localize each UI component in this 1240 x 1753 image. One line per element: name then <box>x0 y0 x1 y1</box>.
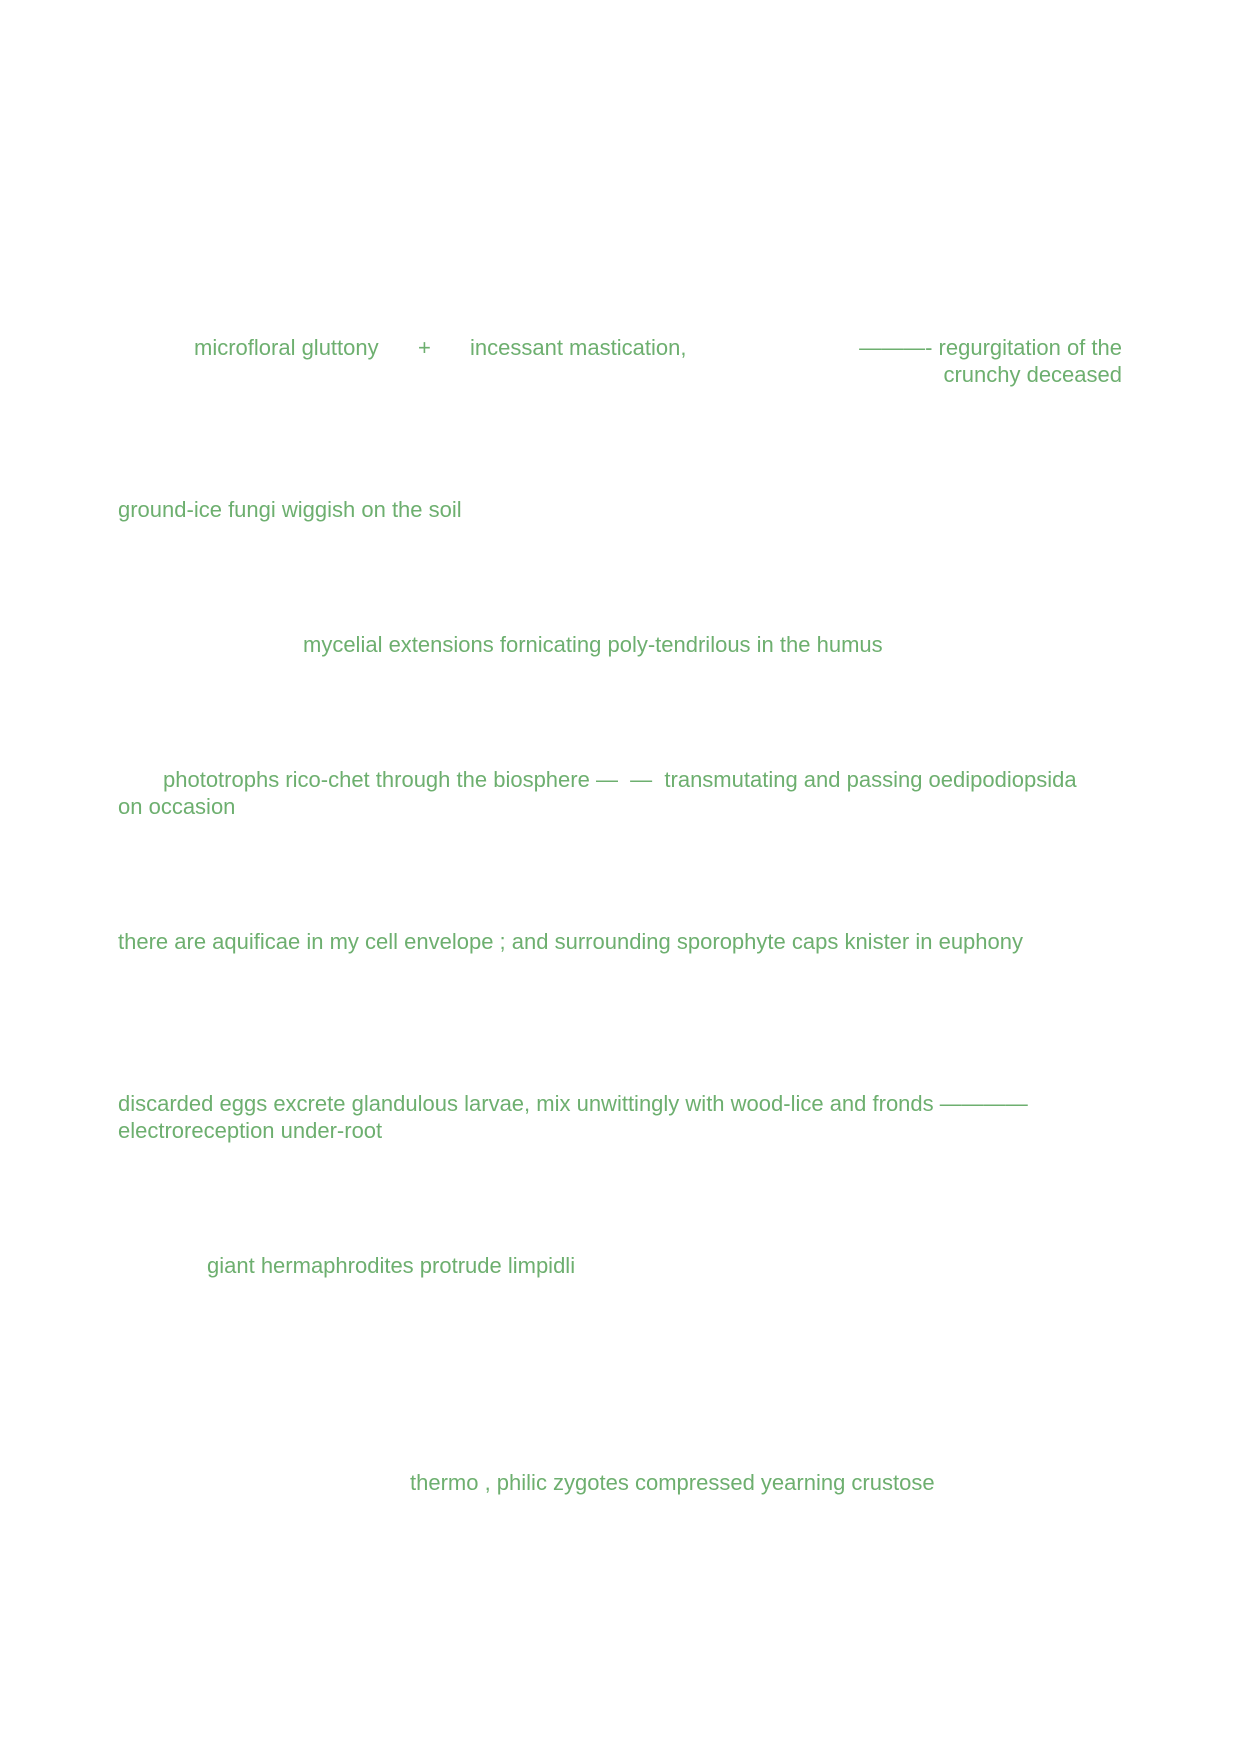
line-electroreception: electroreception under-root <box>118 1118 383 1143</box>
line-incessant-mastication: incessant mastication, <box>470 335 687 360</box>
line-aquificae: there are aquificae in my cell envelope ; and surrounding sporophyte caps knister in euphony <box>118 929 1023 954</box>
line-discarded-eggs: discarded eggs excrete glandulous larvae, mix unwittingly with wood-lice and fronds ———— <box>118 1091 1028 1116</box>
line-microfloral-gluttony: microfloral gluttony <box>194 335 379 360</box>
line-crunchy-deceased: crunchy deceased <box>943 362 1122 387</box>
line-mycelial-extensions: mycelial extensions fornicating poly-tendrilous in the humus <box>303 632 883 657</box>
line-on-occasion: on occasion <box>118 794 236 819</box>
line-ground-ice-fungi: ground-ice fungi wiggish on the soil <box>118 497 462 522</box>
line-giant-hermaphrodites: giant hermaphrodites protrude limpidli <box>207 1253 576 1278</box>
line-phototrophs: phototrophs rico-chet through the biosphere — — transmutating and passing oedipodiopsida <box>163 767 1077 792</box>
line-thermophilic-zygotes: thermo , philic zygotes compressed yearning crustose <box>410 1470 935 1495</box>
plus-sign: + <box>418 335 431 360</box>
line-regurgitation: ———- regurgitation of the <box>859 335 1122 360</box>
